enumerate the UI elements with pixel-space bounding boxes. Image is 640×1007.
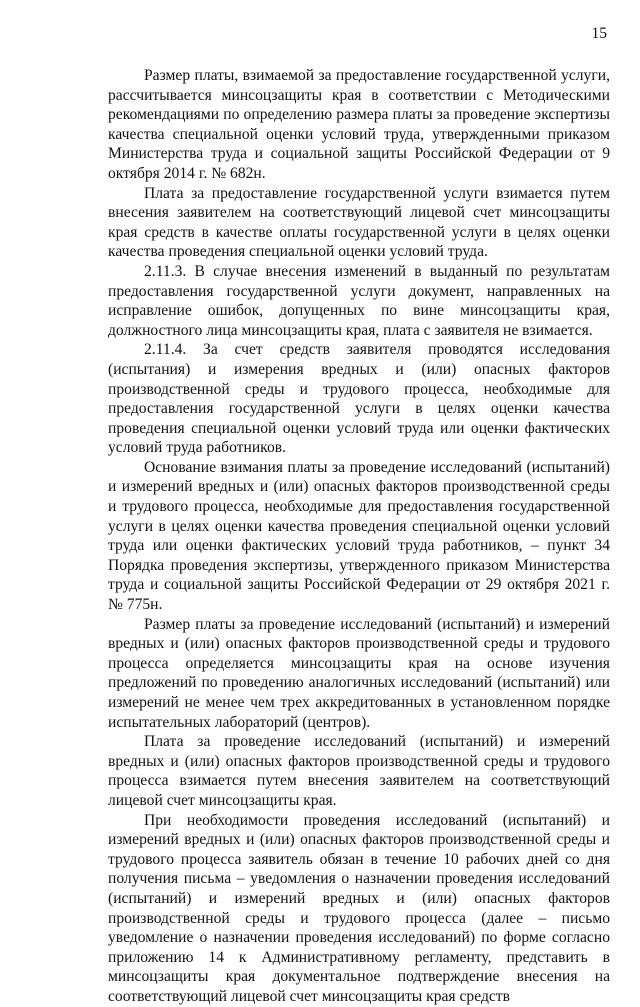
- paragraph-fee-basis: Основание взимания платы за проведение исследований (испытаний) и измерений вредных и (или) опасных факторов производственной среды и трудового процесса, необходимые для предоставления государственной услуги в целях оценки качества проведения специальной оценки условий труда или оценки фактических условий труда работников, – пункт 34 Порядка проведения экспертизы, утвержденного приказом Министерства труда и социальной защиты Российской Федерации от 29 октября 2021 г. № 775н.: [108, 458, 610, 614]
- page-number: 15: [591, 25, 607, 42]
- paragraph-fee-amount: Размер платы за проведение исследований (испытаний) и измерений вредных и (или) опасных факторов производственной среды и трудового процесса определяется минсоцзащиты края на основе изучения предложений по проведению аналогичных исследований (испытаний) или измерений не менее чем трех аккредитованных в установленном порядке испытательных лабораторий (центров).: [108, 615, 610, 731]
- document-body: [108, 66, 610, 1007]
- paragraph-fee-calculation: Размер платы, взимаемой за предоставление государственной услуги, рассчитывается минсоцзащиты края в соответствии с Методическими рекомендациями по определению размера платы за проведение экспертизы качества специальной оценки условий труда, утвержденными приказом Министерства труда и социальной защиты Российской Федерации от 9 октября 2014 г. № 682н.: [108, 67, 610, 182]
- paragraph-applicant-obligation: При необходимости проведения исследований (испытаний) и измерений вредных и (или) опасных факторов производственной среды и трудового процесса заявитель обязан в течение 10 рабочих дней со дня получения письма – уведомления о назначении проведения исследований (испытаний) и измерений вредных и (или) опасных факторов производственной среды и трудового процесса (далее – письмо уведомление о назначении проведения исследований) по форме согласно приложению 14 к Административному регламенту, представить в минсоцзащиты края документальное подтверждение внесения на соответствующий лицевой счет минсоцзащиты края средств: [108, 811, 610, 1005]
- paragraph-2-11-3: 2.11.3. В случае внесения изменений в выданный по результатам предоставления государственной услуги документ, направленных на исправление ошибок, допущенных по вине минсоцзащиты края, должностного лица минсоцзащиты края, плата с заявителя не взимается.: [108, 262, 610, 339]
- paragraph-fee-payment: Плата за предоставление государственной услуги взимается путем внесения заявителем на соответствующий лицевой счет минсоцзащиты края средств в качестве оплаты государственной услуги в целях оценки качества проведения специальной оценки условий труда.: [108, 184, 610, 261]
- paragraph-2-11-4: 2.11.4. За счет средств заявителя проводятся исследования (испытания) и измерения вредных и (или) опасных факторов производственной среды и трудового процесса, необходимые для предоставления государственной услуги в целях оценки качества проведения специальной оценки условий труда или оценки фактических условий труда работников.: [108, 341, 610, 457]
- paragraph-research-payment: Плата за проведение исследований (испытаний) и измерений вредных и (или) опасных факторов производственной среды и трудового процесса взимается путем внесения заявителем на соответствующий лицевой счет минсоцзащиты края.: [108, 733, 610, 809]
